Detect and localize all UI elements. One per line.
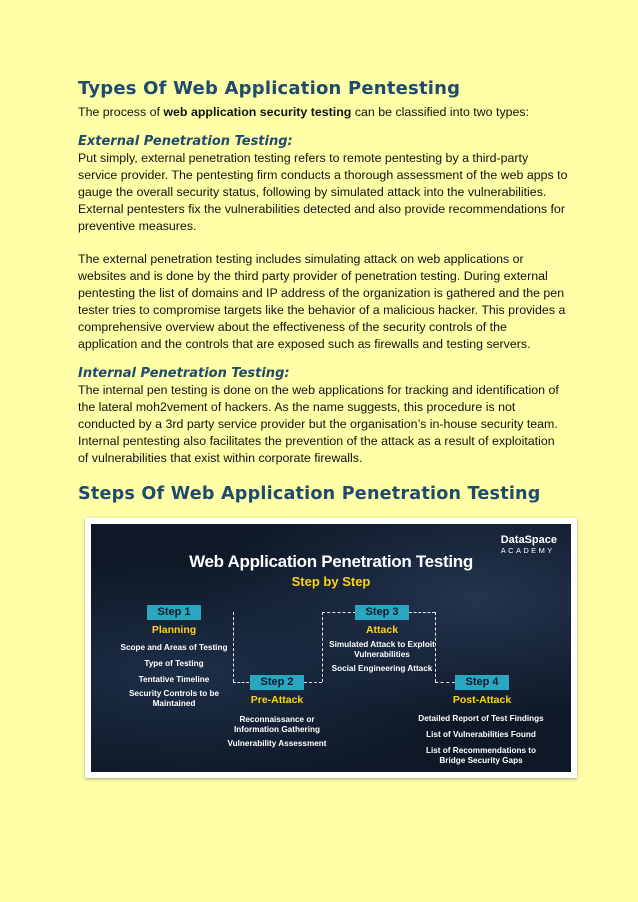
infographic-frame	[85, 518, 577, 778]
connector-2-3	[304, 682, 322, 683]
step-3-phase: Attack	[365, 624, 399, 636]
step-2-badge: Step 2	[250, 675, 304, 690]
step-4-badge: Step 4	[455, 675, 509, 690]
step-4-phase: Post-Attack	[452, 694, 512, 706]
step-4-item: Detailed Report of Test Findings	[418, 714, 544, 723]
step-2-item: Reconnaissance or Information Gathering	[234, 715, 320, 734]
infographic-subtitle: Step by Step	[291, 574, 371, 589]
step-1-item: Tentative Timeline	[138, 675, 210, 684]
infographic	[91, 524, 571, 772]
internal-paragraph: The internal pen testing is done on the web applications for tracking and identification of the lateral moh2vement of hackers. As the name suggests, this procedure is not conducted by a 3rd party service provider but the organisation’s in-house security team. Internal pentesting also facilitates the prevention of the attack as a result of exploitation of vulnerabilities that exist within corporate firewalls.	[78, 383, 559, 465]
step-1-item: Security Controls to be Maintained	[128, 689, 220, 708]
intro-bold-link: web application security testing	[163, 105, 352, 119]
external-paragraph-2: The external penetration testing includes simulating attack on web applications or websites and is done by the third party provider of penetration testing. During external pentesting the list of domains and IP address of the organization is gathered and the pen tester tries to compromise targets like the behavior of a malicious hacker. This provides a comprehensive overview about the effectiveness of the security controls of the application and the controls that are exposed such as firewalls and testing servers.	[78, 252, 566, 351]
document-body	[78, 78, 568, 505]
brand-name: DataSpace	[500, 534, 557, 546]
steps-heading: Steps Of Web Application Penetration Testing	[78, 484, 541, 504]
step-3-badge: Step 3	[355, 605, 409, 620]
step-3-item: Social Engineering Attack	[331, 664, 433, 673]
step-2-phase: Pre-Attack	[250, 694, 304, 706]
connector-2-3-top	[322, 612, 356, 613]
brand-tagline: ACADEMY	[500, 546, 555, 555]
external-paragraph-1: Put simply, external penetration testing refers to remote pentesting by a third-party service provider. The pentesting firm conducts a thorough assessment of the web apps to gauge the overall security status, following by simulated attack into the vulnerabilities. External pentesters fix the vulnerabilities detected and also provide recommendations for preventive measures.	[78, 151, 568, 233]
step-4-item: List of Recommendations to Bridge Security Gaps	[425, 746, 537, 765]
step-1-item: Scope and Areas of Testing	[120, 643, 228, 652]
step-3-item: Simulated Attack to Exploit Vulnerabilities	[329, 640, 435, 659]
step-1-item: Type of Testing	[144, 659, 204, 668]
step-2-item: Vulnerability Assessment	[227, 739, 327, 748]
page-title: Types Of Web Application Pentesting	[78, 78, 461, 99]
connector-3-4	[435, 682, 455, 683]
step-1-phase: Planning	[151, 624, 197, 636]
intro-paragraph	[78, 104, 568, 121]
infographic-title: Web Application Penetration Testing	[189, 552, 473, 571]
step-1-badge: Step 1	[147, 605, 201, 620]
connector-3-4-top	[409, 612, 435, 613]
intro-suffix: can be classified into two types:	[351, 105, 530, 119]
intro-prefix: The process of	[78, 105, 164, 119]
external-heading: External Penetration Testing:	[78, 134, 293, 149]
step-4-item: List of Vulnerabilities Found	[426, 730, 536, 739]
internal-heading: Internal Penetration Testing:	[78, 366, 290, 381]
